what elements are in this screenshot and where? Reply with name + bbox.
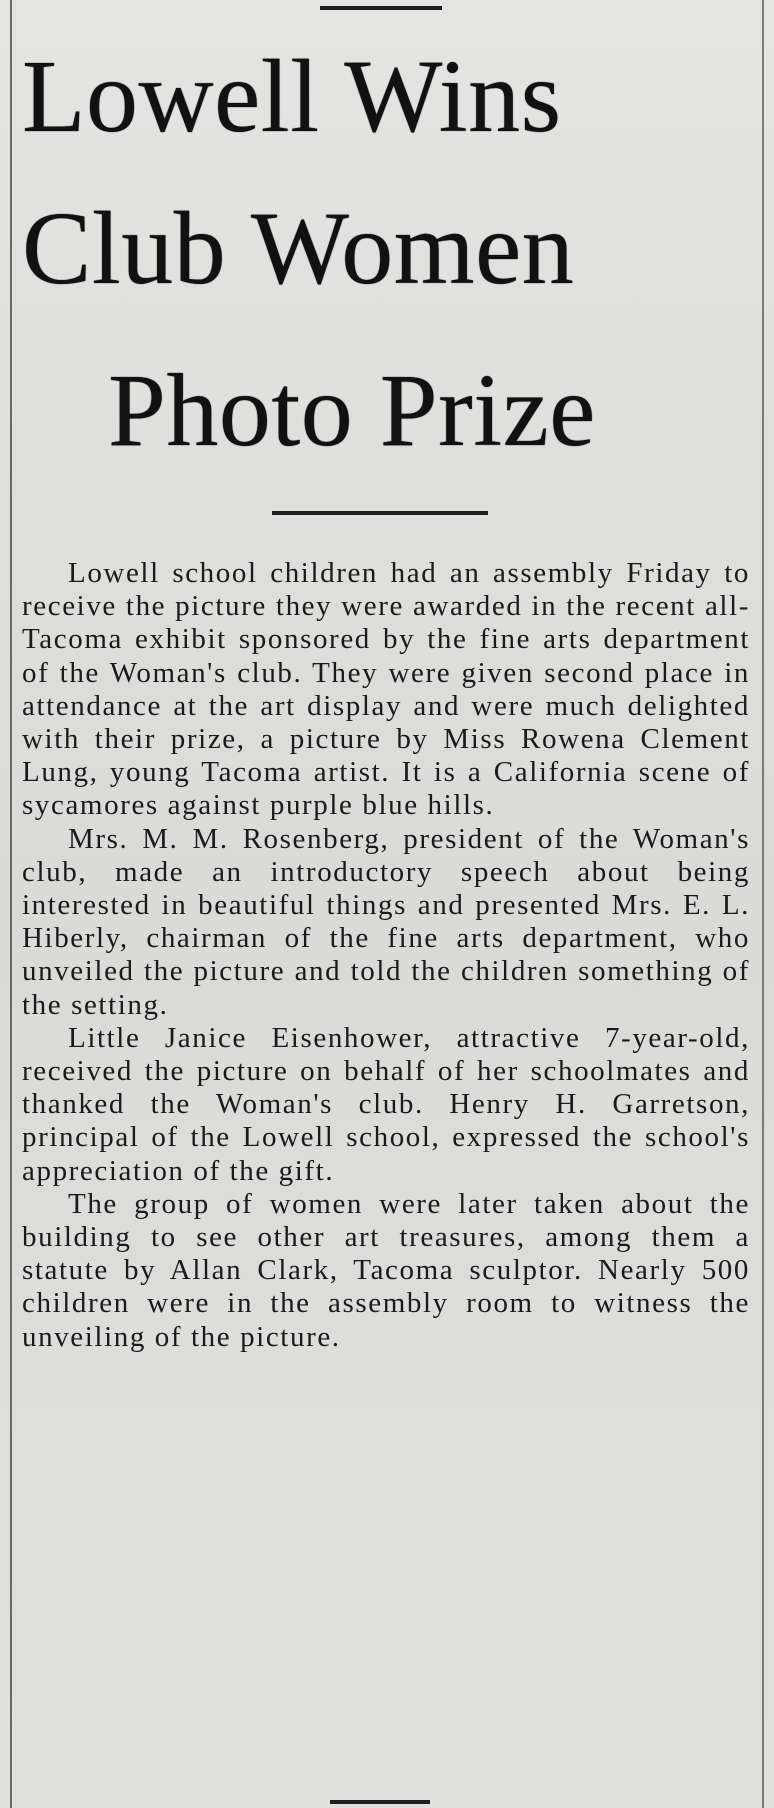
headline-line-1: Lowell Wins xyxy=(22,39,562,154)
article-body xyxy=(22,557,750,1354)
article-paragraph-4: The group of women were later taken about the building to see other art treasures, among them a statute by Allan Clark, Tacoma sculptor. Nearly 500 children were in the assembly room to witness the unveiling of the picture. xyxy=(22,1187,750,1353)
bottom-divider-rule xyxy=(330,1800,430,1804)
column-border-left xyxy=(10,0,12,1808)
headline-divider-rule xyxy=(272,511,488,515)
headline-line-3: Photo Prize xyxy=(108,353,596,468)
headline-line-2: Club Women xyxy=(22,191,575,306)
article-paragraph-1: Lowell school children had an assembly Friday to receive the picture they were awarded in the recent all-Tacoma exhibit sponsored by the fine arts department of the Woman's club. They were given second place in attendance at the art display and were much delighted with their prize, a picture by Miss Rowena Clement Lung, young Tacoma artist. It is a California scene of sycamores against purple blue hills. xyxy=(22,557,750,822)
article-paragraph-3: Little Janice Eisenhower, attractive 7-year-old, received the picture on behalf of her schoolmates and thanked the Woman's club. Henry H. Garretson, principal of the Lowell school, expressed the school's appreciation of the gift. xyxy=(22,1021,750,1187)
top-divider-rule xyxy=(320,6,442,10)
article-paragraph-2: Mrs. M. M. Rosenberg, president of the Woman's club, made an introductory speech about being interested in beautiful things and presented Mrs. E. L. Hiberly, chairman of the fine arts department, who unveiled the picture and told the children something of the setting. xyxy=(22,822,750,1021)
